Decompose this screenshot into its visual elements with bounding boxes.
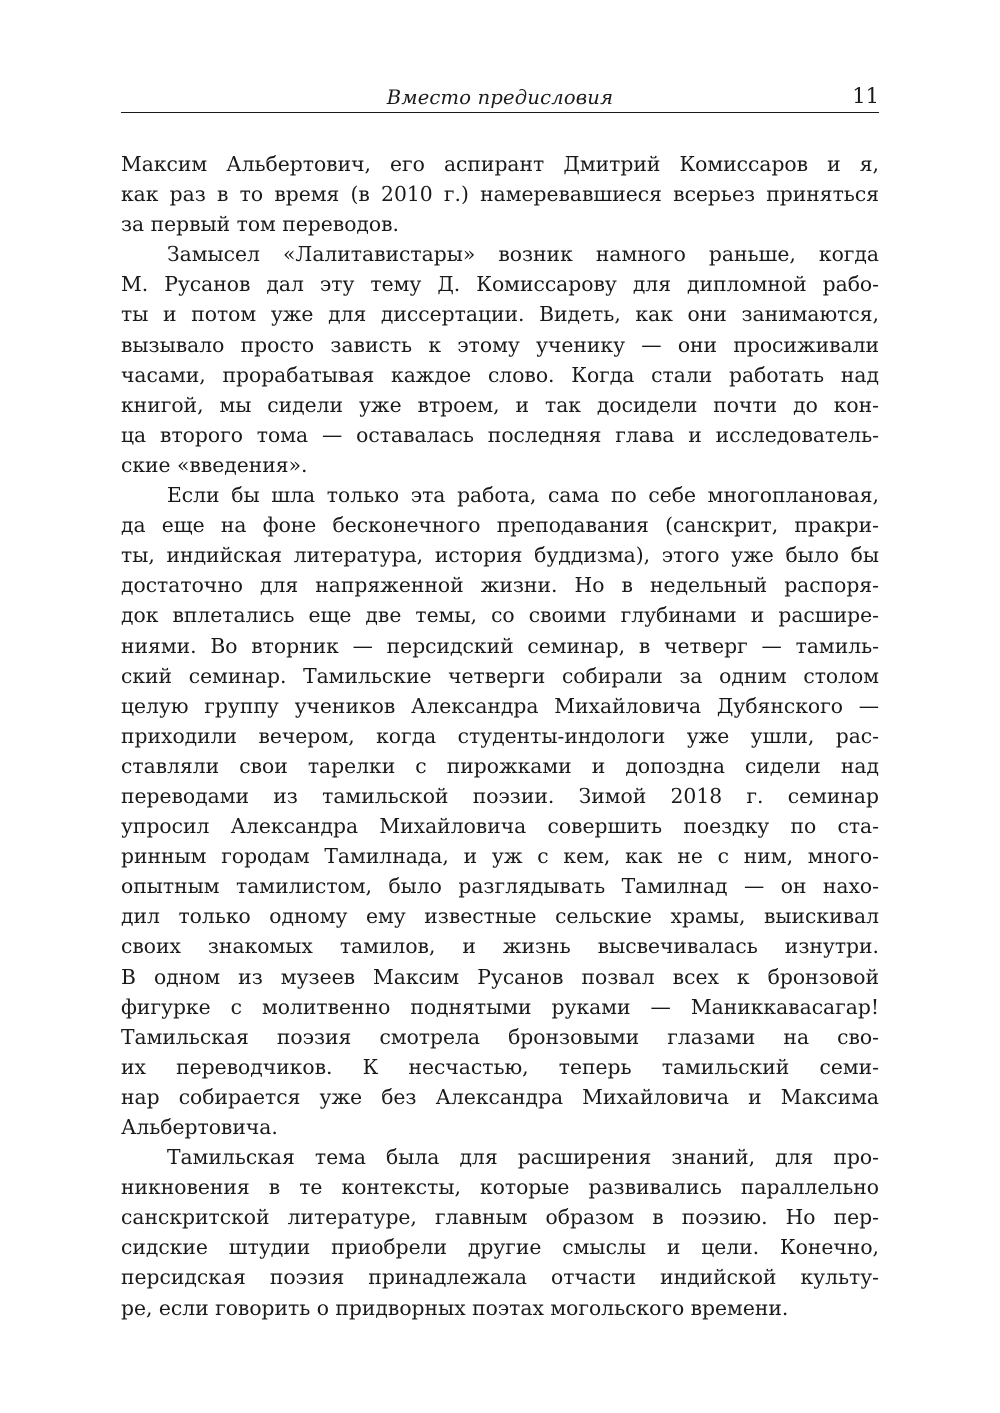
text-line: часами, прорабатывая каждое слово. Когда стали работать над [121, 362, 879, 387]
header-rule [121, 112, 879, 113]
text-line: сидские штудии приобрели другие смыслы и цели. Конечно, [121, 1235, 879, 1260]
text-line: книгой, мы сидели уже втроем, и так досидели почти до кон- [121, 392, 879, 417]
text-line: Альбертовича. [121, 1115, 278, 1139]
text-line: как раз в то время (в 2010 г.) намеревавшиеся всерьез приняться [121, 182, 879, 207]
paragraph [121, 480, 879, 1142]
text-line: опытным тамилистом, было разглядывать Тамилнад — он нахо- [121, 874, 879, 899]
text-line: достаточно для напряженной жизни. Но в недельный распоря- [121, 573, 879, 598]
text-line: док вплетались еще две темы, со своими глубинами и расшире- [121, 603, 879, 628]
text-line: Замысел «Лалитавистары» возник намного раньше, когда [167, 242, 879, 267]
text-line: ские «введения». [121, 452, 308, 477]
text-line: да еще на фоне бесконечного преподавания (санскрит, пракри- [121, 513, 879, 538]
text-line: Если бы шла только эта работа, сама по себе многоплановая, [167, 483, 879, 508]
text-line: никновения в те контексты, которые развивались параллельно [121, 1175, 879, 1200]
paragraph [121, 1142, 879, 1323]
text-line: М. Русанов дал эту тему Д. Комиссарову для дипломной рабо- [121, 272, 879, 297]
text-line: Максим Альбертович, его аспирант Дмитрий Комиссаров и я, [121, 152, 879, 176]
text-line: ниями. Во вторник — персидский семинар, в четверг — тамиль- [121, 633, 879, 658]
text-line: ре, если говорить о придворных поэтах могольского времени. [121, 1295, 789, 1320]
text-line: дил только одному ему известные сельские храмы, выискивал [121, 904, 879, 929]
text-line: упросил Александра Михайловича совершить поездку по ста- [121, 814, 879, 839]
text-line: своих знакомых тамилов, и жизнь высвечивалась изнутри. [121, 934, 879, 959]
paragraph [121, 149, 879, 239]
text-line: их переводчиков. К несчастью, теперь тамильский семи- [121, 1054, 879, 1079]
text-line: целую группу учеников Александра Михайловича Дубянского — [121, 693, 879, 718]
text-line: ский семинар. Тамильские четверги собирали за одним столом [121, 663, 879, 688]
text-line: нар собирается уже без Александра Михайловича и Максима [121, 1084, 879, 1109]
running-title: Вместо предисловия [386, 86, 614, 109]
text-line: ты и потом уже для диссертации. Видеть, как они занимаются, [121, 302, 879, 327]
text-line: санскритской литературе, главным образом в поэзию. Но пер- [121, 1205, 879, 1230]
text-line: В одном из музеев Максим Русанов позвал всех к бронзовой [121, 964, 879, 989]
running-head [121, 84, 879, 114]
text-line: ца второго тома — оставалась последняя глава и исследователь- [121, 422, 879, 447]
text-line: приходили вечером, когда студенты-индологи уже ушли, рас- [121, 723, 879, 748]
paragraph [121, 239, 879, 480]
text-line: переводами из тамильской поэзии. Зимой 2018 г. семинар [121, 783, 879, 808]
body-text [121, 149, 879, 1323]
text-line: Тамильская поэзия смотрела бронзовыми глазами на сво- [121, 1024, 879, 1049]
text-line: Тамильская тема была для расширения знаний, для про- [167, 1145, 879, 1170]
page-number: 11 [852, 84, 879, 108]
text-line: ринным городам Тамилнада, и уж с кем, как не с ним, много- [121, 844, 879, 869]
text-line: фигурке с молитвенно поднятыми руками — Маниккавасагар! [121, 994, 879, 1019]
text-line: за первый том переводов. [121, 212, 399, 237]
text-line: персидская поэзия принадлежала отчасти индийской культу- [121, 1265, 879, 1290]
text-line: ты, индийская литература, история буддизма), этого уже было бы [121, 543, 879, 568]
text-line: ставляли свои тарелки с пирожками и допоздна сидели над [121, 753, 879, 778]
text-line: вызывало просто зависть к этому ученику — они просиживали [121, 332, 879, 357]
